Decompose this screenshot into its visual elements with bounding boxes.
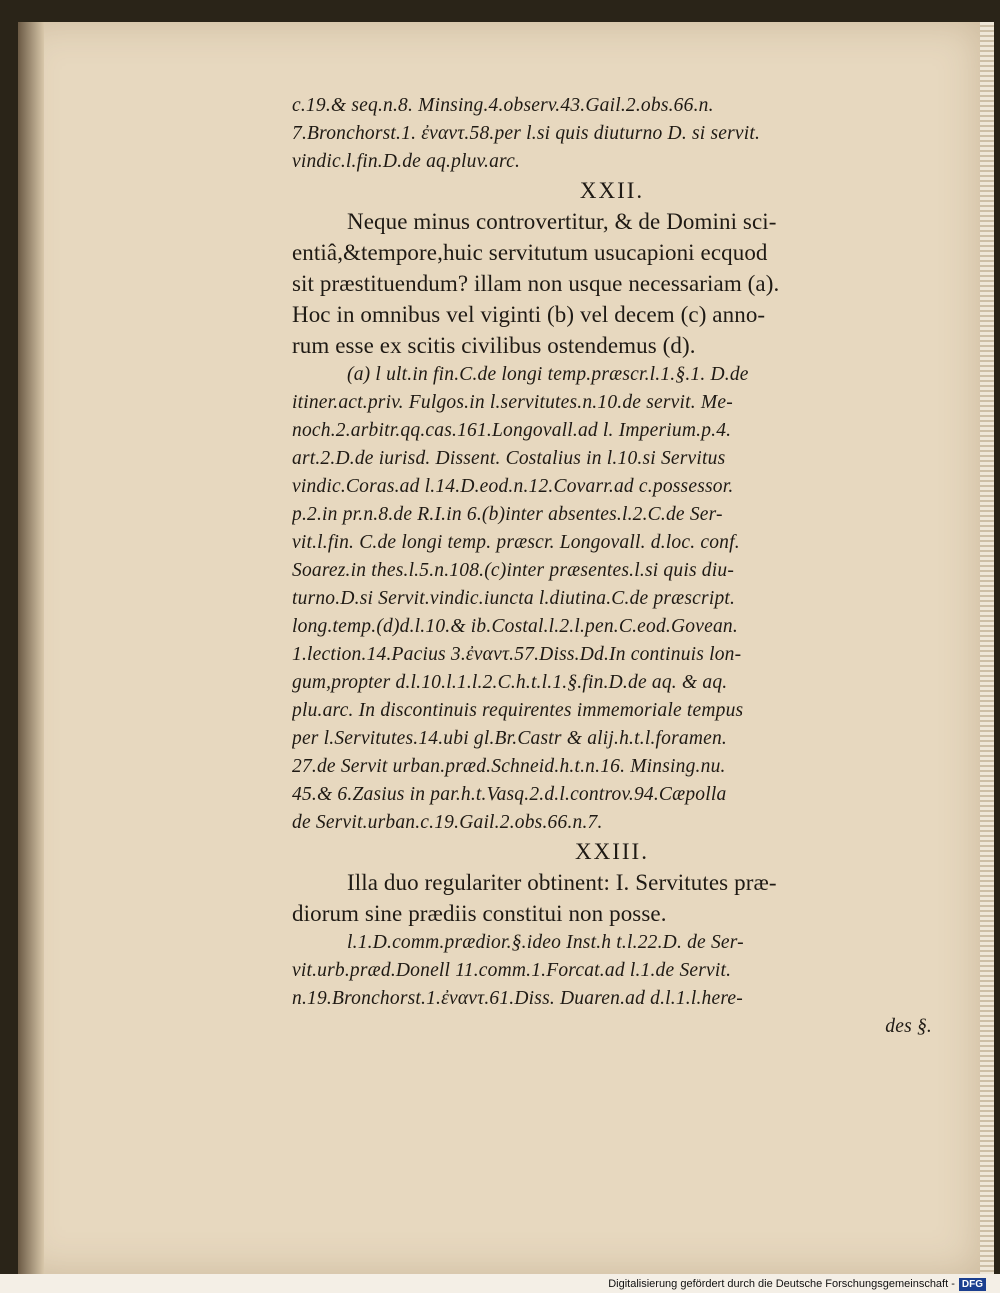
text-line: turno.D.si Servit.vindic.iuncta l.diutina.C.de præscript. [292,588,736,609]
footer [608,1276,986,1292]
text-line: 27.de Servit urban.præd.Schneid.h.t.n.16. Minsing.nu. [292,756,726,777]
text-line: 45.& 6.Zasius in par.h.t.Vasq.2.d.l.controv.94.Cæpolla [292,784,727,805]
text-line: Soarez.in thes.l.5.n.108.(c)inter præsentes.l.si quis diu- [292,560,735,581]
text-line: art.2.D.de iurisd. Dissent. Costalius in l.10.si Servitus [292,448,726,469]
text-line: vit.l.fin. C.de longi temp. præscr. Longovall. d.loc. conf. [292,532,740,553]
text-line: long.temp.(d)d.l.10.& ib.Costal.l.2.l.pen.C.eod.Govean. [292,616,738,637]
page-gutter-shadow [18,22,44,1274]
text-line: diorum sine prædiis constitui non posse. [292,901,667,926]
text-line: sit præstituendum? illam non usque necessariam (a). [292,271,780,296]
text-line: des §. [885,1016,932,1037]
text-line: (a) l ult.in fin.C.de longi temp.præscr.l.1.§.1. D.de [347,364,749,385]
text-line: 7.Bronchorst.1. ἐναντ.58.per l.si quis diuturno D. si servit. [292,123,761,144]
text-line: 1.lection.14.Pacius 3.ἐναντ.57.Diss.Dd.In continuis lon- [292,644,742,665]
text-line: itiner.act.priv. Fulgos.in l.servitutes.n.10.de servit. Me- [292,392,733,413]
page-text-block [292,92,932,1041]
text-line: entiâ,&tempore,huic servitutum usucapioni ecquod [292,240,768,265]
text-line: Neque minus controvertitur, & de Domini sci- [347,209,777,234]
text-line: gum,propter d.l.10.l.1.l.2.C.h.t.l.1.§.fin.D.de aq. & aq. [292,672,728,693]
text-line: p.2.in pr.n.8.de R.I.in 6.(b)inter absentes.l.2.C.de Ser- [292,504,723,525]
text-line: Illa duo regulariter obtinent: I. Servitutes præ- [347,870,777,895]
section-heading: XXII. [579,178,645,203]
text-line: n.19.Bronchorst.1.ἐναντ.61.Diss. Duaren.ad d.l.1.l.here- [292,988,743,1009]
footer-credit: Digitalisierung gefördert durch die Deutsche Forschungsgemeinschaft - [608,1278,955,1290]
text-line: plu.arc. In discontinuis requirentes immemoriale tempus [292,700,744,721]
section-heading: XXIII. [575,839,649,864]
page-edge [980,22,994,1274]
text-line: rum esse ex scitis civilibus ostendemus (d). [292,333,696,358]
text-line: de Servit.urban.c.19.Gail.2.obs.66.n.7. [292,812,603,833]
text-line: vit.urb.præd.Donell 11.comm.1.Forcat.ad l.1.de Servit. [292,960,732,981]
dfg-logo: DFG [959,1278,986,1291]
text-line: l.1.D.comm.prædior.§.ideo Inst.h t.l.22.D. de Ser- [347,932,744,953]
text-line: per l.Servitutes.14.ubi gl.Br.Castr & alij.h.t.l.foramen. [292,728,727,749]
text-line: Hoc in omnibus vel viginti (b) vel decem (c) anno- [292,302,766,327]
text-line: vindic.Coras.ad l.14.D.eod.n.12.Covarr.ad c.possessor. [292,476,734,497]
text-line: c.19.& seq.n.8. Minsing.4.observ.43.Gail.2.obs.66.n. [292,95,714,116]
text-line: vindic.l.fin.D.de aq.pluv.arc. [292,151,521,172]
text-line: noch.2.arbitr.qq.cas.161.Longovall.ad l. Imperium.p.4. [292,420,732,441]
